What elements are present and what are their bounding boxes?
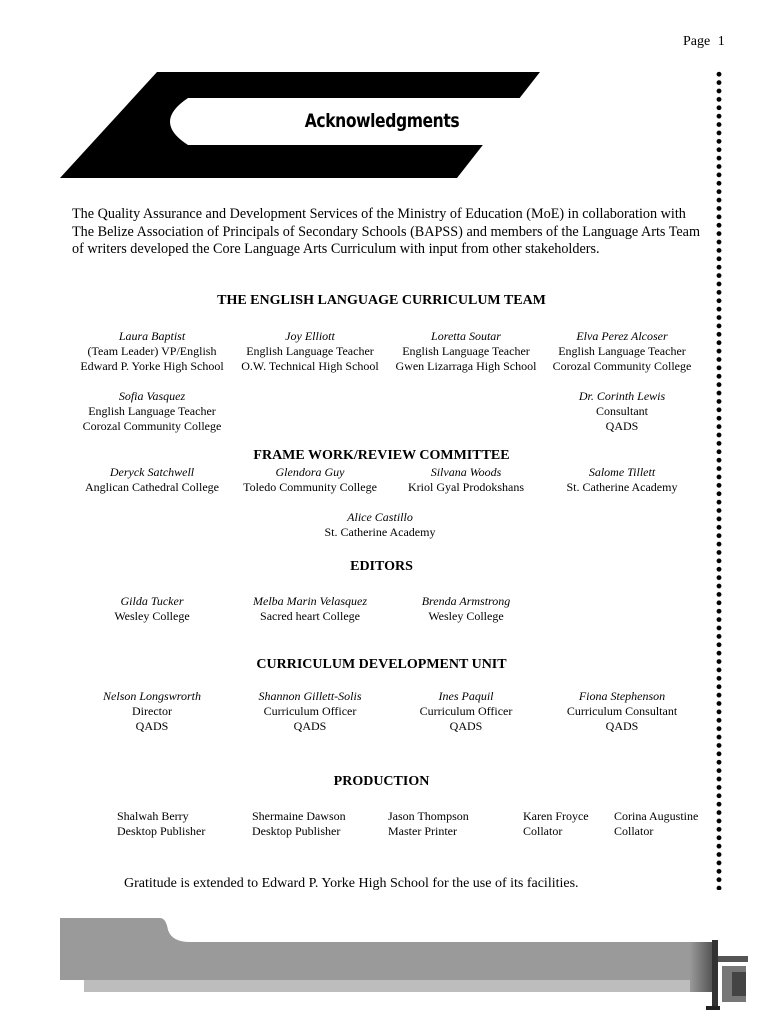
team-member — [72, 329, 232, 374]
member-name: Elva Perez Alcoser — [576, 329, 668, 343]
member-name: Nelson Longswrorth — [103, 689, 201, 703]
member-name: Sofia Vasquez — [118, 389, 186, 403]
cdu-member — [72, 689, 232, 734]
member-name: Alice Castillo — [347, 510, 413, 524]
member-name: Corina Augustine — [614, 809, 699, 823]
editor — [72, 594, 232, 624]
member-name: Joy Elliott — [285, 329, 335, 343]
cdu-heading: CURRICULUM DEVELOPMENT UNIT — [256, 657, 507, 672]
member-org: Gwen Lizarraga High School — [395, 359, 537, 373]
member-name: Karen Froyce — [523, 809, 589, 823]
member-name: Glendora Guy — [275, 465, 345, 479]
member-org: Corozal Community College — [82, 419, 222, 433]
member-role: Collator — [614, 824, 654, 838]
member-name: Laura Baptist — [118, 329, 186, 343]
production-member — [117, 809, 205, 839]
member-role: Director — [132, 704, 172, 718]
team-member — [72, 389, 232, 434]
production-member — [252, 809, 346, 839]
member-name: Shermaine Dawson — [252, 809, 346, 823]
member-role: Consultant — [595, 404, 648, 418]
editors-heading: EDITORS — [350, 559, 413, 574]
production-heading: PRODUCTION — [333, 774, 430, 789]
page-number — [683, 34, 725, 50]
gratitude-note: Gratitude is extended to Edward P. Yorke High School for the use of its facilities. — [124, 876, 579, 891]
member-org: Sacred heart College — [260, 609, 360, 623]
production-member — [614, 809, 698, 839]
intro-paragraph: The Quality Assurance and Development Services of the Ministry of Education (MoE) in collaboration with The Belize Association of Principals of Secondary Schools (BAPSS) and members of the Language Arts Team of writers developed the Core Language Arts Curriculum with input from other stakeholders. — [72, 206, 700, 257]
member-name: Melba Marin Velasquez — [253, 594, 367, 608]
team-member — [544, 389, 700, 434]
member-name: Shalwah Berry — [117, 809, 189, 823]
member-org: Anglican Cathedral College — [85, 480, 219, 494]
footer-banner-graphic — [0, 910, 768, 1024]
member-role: Master Printer — [388, 824, 457, 838]
team-member — [388, 329, 544, 374]
page-label: Page — [683, 34, 711, 49]
member-role: Desktop Publisher — [252, 824, 341, 838]
member-org: QADS — [605, 719, 639, 733]
framework-heading: FRAME WORK/REVIEW COMMITTEE — [253, 448, 510, 463]
team-member — [232, 329, 388, 374]
member-role: Curriculum Officer — [419, 704, 513, 718]
member-role: English Language Teacher — [558, 344, 686, 358]
member-name: Gilda Tucker — [120, 594, 184, 608]
member-name: Brenda Armstrong — [421, 594, 511, 608]
cdu-member — [232, 689, 388, 734]
member-role: Curriculum Consultant — [566, 704, 678, 718]
cdu-member — [388, 689, 544, 734]
member-org: Toledo Community College — [243, 480, 377, 494]
member-role: English Language Teacher — [402, 344, 530, 358]
committee-member — [388, 465, 544, 495]
editor — [388, 594, 544, 624]
member-org: QADS — [605, 419, 639, 433]
member-role: (Team Leader) VP/English — [87, 344, 217, 358]
production-member — [523, 809, 589, 839]
member-role: English Language Teacher — [88, 404, 216, 418]
page-number-value: 1 — [717, 34, 725, 49]
member-org: O.W. Technical High School — [241, 359, 379, 373]
member-name: Fiona Stephenson — [578, 689, 666, 703]
member-role: Curriculum Officer — [263, 704, 357, 718]
member-org: QADS — [293, 719, 327, 733]
member-org: Wesley College — [428, 609, 504, 623]
member-name: Loretta Soutar — [431, 329, 501, 343]
member-org: Edward P. Yorke High School — [80, 359, 224, 373]
dotted-border — [715, 70, 723, 890]
team-heading: THE ENGLISH LANGUAGE CURRICULUM TEAM — [217, 293, 546, 308]
member-name: Deryck Satchwell — [109, 465, 195, 479]
member-org: St. Catherine Academy — [566, 480, 678, 494]
member-role: English Language Teacher — [246, 344, 374, 358]
member-role: Collator — [523, 824, 563, 838]
cdu-member — [544, 689, 700, 734]
member-org: Wesley College — [114, 609, 190, 623]
member-org: St. Catherine Academy — [324, 525, 436, 539]
page-title: Acknowledgments — [304, 110, 460, 132]
committee-member — [232, 465, 388, 495]
member-org: Corozal Community College — [552, 359, 692, 373]
member-name: Shannon Gillett-Solis — [258, 689, 362, 703]
member-name: Dr. Corinth Lewis — [578, 389, 666, 403]
editor — [232, 594, 388, 624]
committee-member — [72, 465, 232, 495]
member-org: QADS — [449, 719, 483, 733]
member-name: Silvana Woods — [430, 465, 502, 479]
member-role: Desktop Publisher — [117, 824, 206, 838]
committee-member — [290, 510, 470, 540]
member-org: Kriol Gyal Prodokshans — [408, 480, 524, 494]
member-name: Jason Thompson — [388, 809, 469, 823]
team-member — [544, 329, 700, 374]
production-member — [388, 809, 469, 839]
member-org: QADS — [135, 719, 169, 733]
member-name: Salome Tillett — [588, 465, 656, 479]
member-name: Ines Paquil — [438, 689, 494, 703]
committee-member — [544, 465, 700, 495]
